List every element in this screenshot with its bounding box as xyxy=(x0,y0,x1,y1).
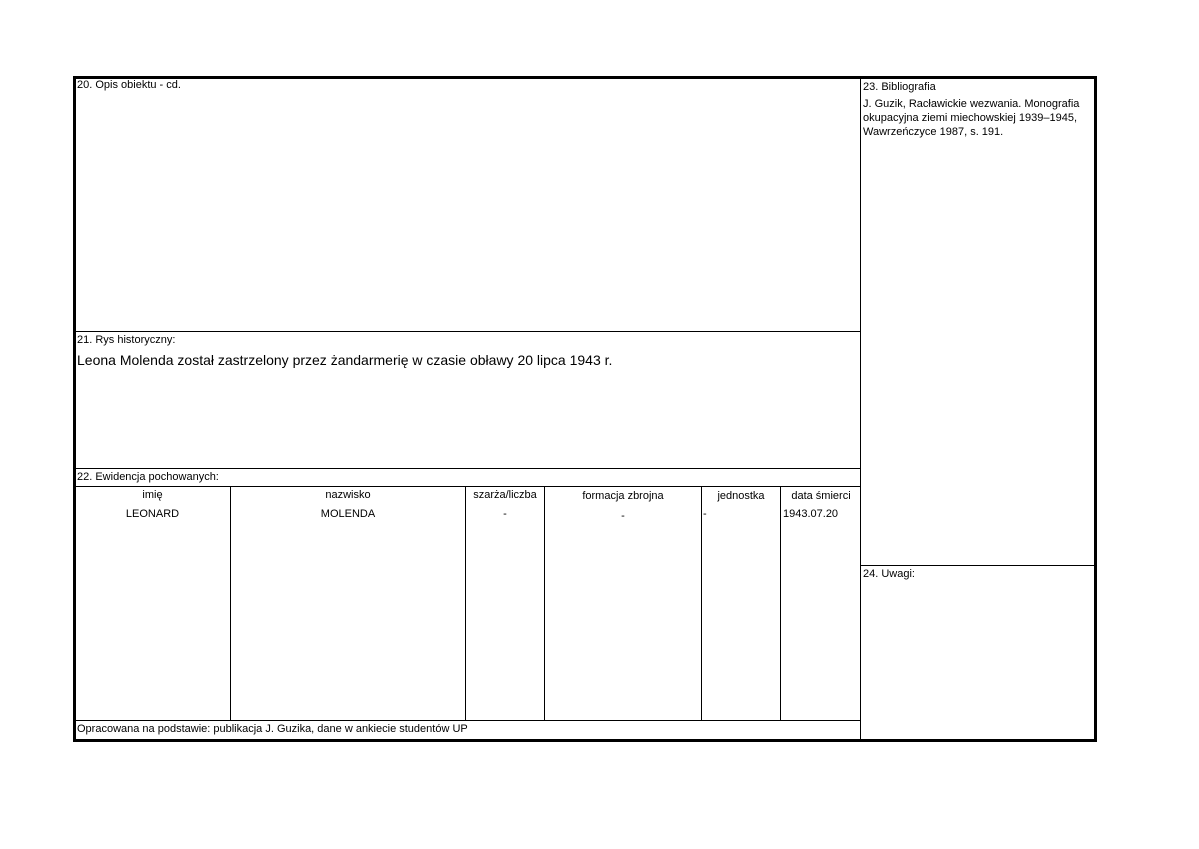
section-20-label: 20. Opis obiektu - cd. xyxy=(77,79,181,91)
section-23-text: J. Guzik, Racławickie wezwania. Monografia okupacyjna ziemi miechowskiej 1939–1945, Wawrzeńczyce 1987, s. 191. xyxy=(863,98,1080,138)
row-jednostka: - xyxy=(703,508,707,520)
row-data-smierci: 1943.07.20 xyxy=(783,508,839,520)
section-22-label: 22. Ewidencja pochowanych: xyxy=(77,471,219,483)
column-header-data-smierci: data śmierci xyxy=(791,490,851,502)
section-21-label: 21. Rys historyczny: xyxy=(77,334,176,346)
column-header-imie: imię xyxy=(142,489,163,501)
column-divider xyxy=(465,486,466,721)
column-divider xyxy=(230,486,231,721)
column-header-szarza: szarża/liczba xyxy=(473,489,537,501)
column-header-formacja: formacja zbrojna xyxy=(582,490,664,502)
column-divider xyxy=(780,486,781,721)
column-header-jednostka: jednostka xyxy=(717,490,765,502)
section-21-text: Leona Molenda został zastrzelony przez żandarmerię w czasie obławy 20 lipca 1943 r. xyxy=(77,352,613,368)
row-nazwisko: MOLENDA xyxy=(320,508,376,520)
section-23-label: 23. Bibliografia xyxy=(863,81,936,93)
section-22-footer: Opracowana na podstawie: publikacja J. Guzika, dane w ankiecie studentów UP xyxy=(77,723,468,735)
table-header-rule xyxy=(73,486,861,487)
section-23-box xyxy=(860,76,1097,566)
row-imie: LEONARD xyxy=(125,508,180,520)
column-header-nazwisko: nazwisko xyxy=(325,489,371,501)
section-24-box xyxy=(860,565,1097,742)
table-footer-rule xyxy=(73,720,861,721)
section-20-box xyxy=(73,76,861,332)
row-formacja: - xyxy=(621,510,625,522)
row-szarza: - xyxy=(503,508,507,520)
column-divider xyxy=(701,486,702,721)
section-24-label: 24. Uwagi: xyxy=(863,568,915,580)
